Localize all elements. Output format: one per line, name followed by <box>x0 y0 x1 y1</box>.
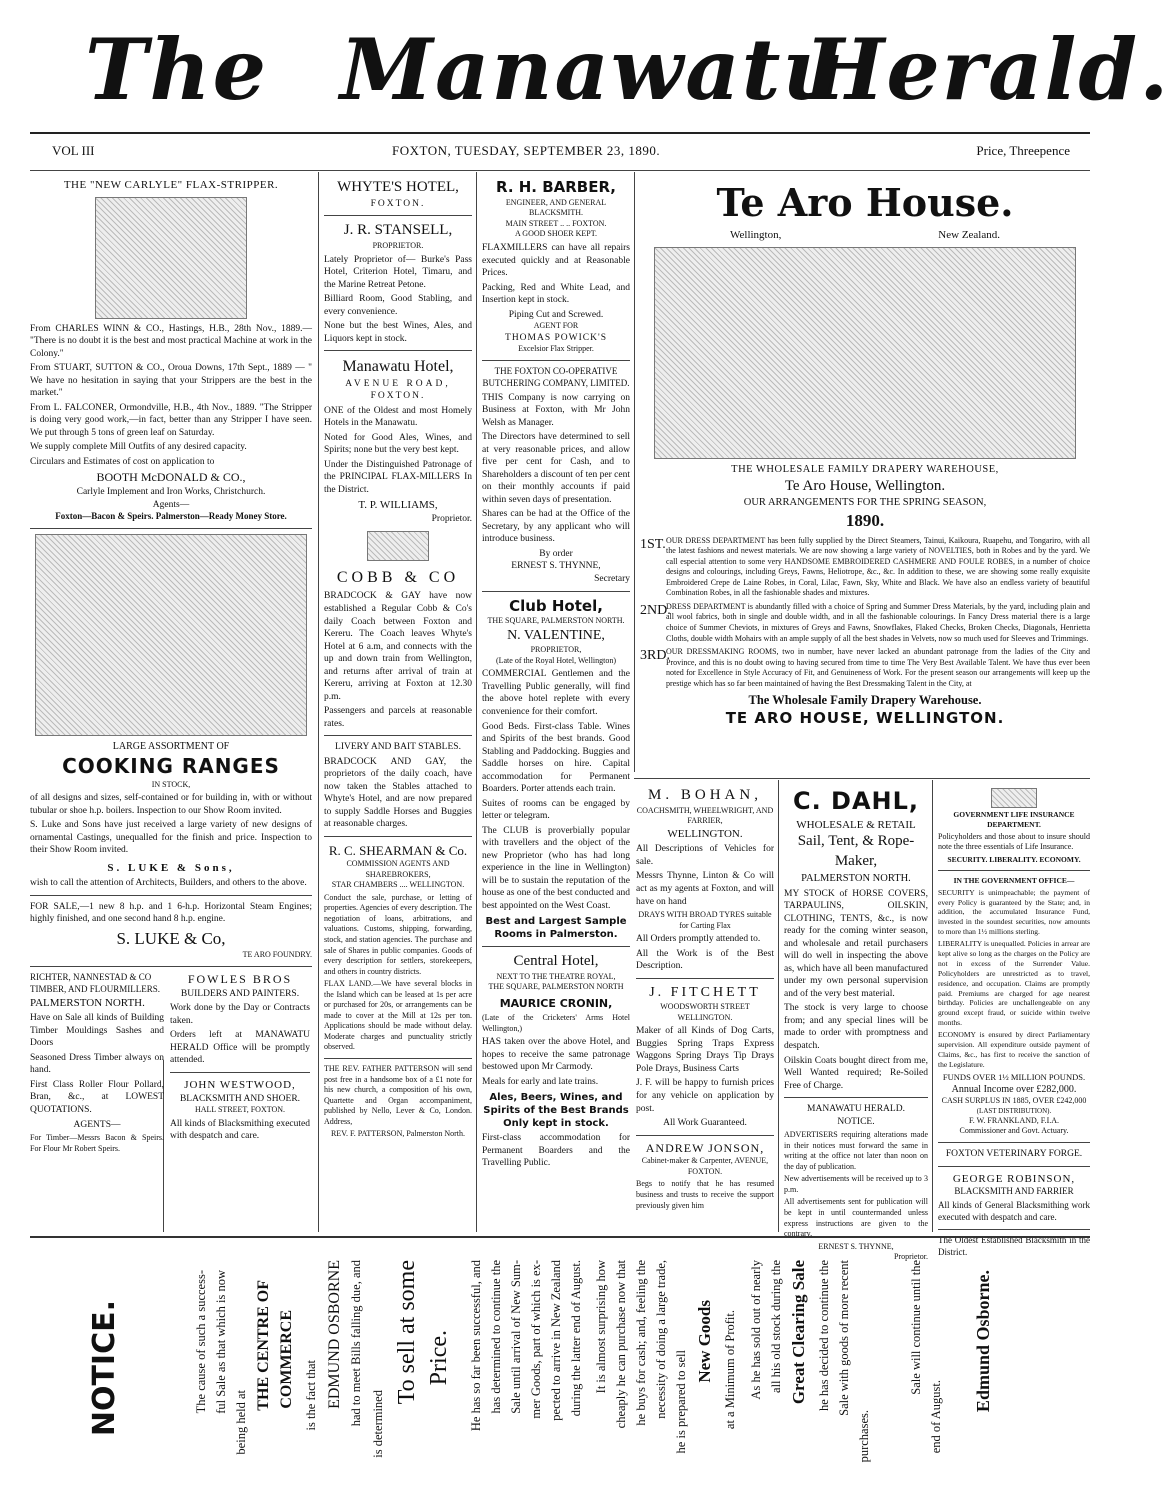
ad-text: The stock is very large to choose from; and any special lines will be made to order with promptness and despatch. <box>784 1003 928 1052</box>
col-divider <box>634 172 635 772</box>
ad-text: Oilskin Coats bought direct from me, Well Wanted required; Re-Soiled Free of Charge. <box>784 1055 928 1091</box>
notice-line: end of August. <box>929 1380 943 1454</box>
ad-text: AVENUE ROAD, <box>345 378 451 389</box>
notice-line: at a Minimum of Profit. <box>723 1310 737 1430</box>
ad-text: MAIN STREET .. .. FOXTON. <box>505 218 607 228</box>
notice-line: mer Goods, part of which is ex- <box>529 1260 543 1419</box>
ad-text: AGENT FOR <box>533 321 579 331</box>
ad-text: Policyholders and those about to insure should note the three essentials of Life Insurance. <box>938 831 1090 852</box>
ad-text: (Late of the Cricketers' Arms Hotel Wellington,) <box>482 1013 630 1033</box>
ad-text: Noted for Good Ales, Wines, and Spirits; none but the very best kept. <box>324 432 472 456</box>
ad-text: All kinds of Blacksmithing executed with despatch and care. <box>170 1118 310 1142</box>
ad-headline: Sail, Tent, & Rope-Maker, <box>797 833 915 869</box>
te-aro-subtitle: New Zealand. <box>938 229 1000 242</box>
notice-line: Price. <box>426 1330 452 1386</box>
ad-text: Secretary <box>594 573 630 584</box>
col-divider <box>476 172 477 1232</box>
ad-text: BRADCOCK AND GAY, the proprietors of the daily coach, have now taken the Stables attached to Whyte's Hotel, and are now prepared to supply Saddle Horses and Buggies at reasonable charges. <box>324 756 472 830</box>
ad-text: PALMERSTON NORTH. <box>30 996 145 1009</box>
notice-line: pected to arrive in New Zealand <box>549 1260 563 1421</box>
ad-text: FLAX LAND.—We have several blocks in the Island which can be leased at 1s per acre or purchased for 20s, or arrangements can be made to cover at the Mill at 12s per ton. Applications should be made without delay. Moderate charges and punctuality strictly observed. <box>324 979 472 1052</box>
notice-line: he buys for cash; and, feeling the <box>634 1260 648 1426</box>
ad-text: MANAWATU HERALD. <box>807 1104 905 1115</box>
ad-text: OUR DRESS DEPARTMENT has been fully supplied by the Direct Steamers, Tainui, Kaikoura, Ruapehu, and Tongariro, with all the latest fashions and newest materials. We are now showing a large variety of NOVELTIES, both in Robes and by the yard. We call especial attention to some very HANDSOME EMBROIDERED CASHMERE AND FOULE ROBES, in a number of choice designs and colourings, including Greys, Fawns, Heliotrope, &c., &c. In addition to these, we are showing some really exquisite Embroidered Crepe de Laine Robes, in Coral, Lilac, Fawn, Sky, White and Black. We have also an endless variety of beautiful Combination Robes, in all the fashionable shades and mixtures. <box>666 535 1090 598</box>
notice-line: EDMUND OSBORNE <box>326 1260 343 1409</box>
advertiser-name: C. DAHL, <box>792 787 920 815</box>
ad-text: ENGINEER, AND GENERAL BLACKSMITH. <box>505 197 607 218</box>
notice-line: New Goods <box>695 1300 714 1383</box>
advertiser-name: FOXTON VETERINARY FORGE. <box>945 1148 1083 1159</box>
ad-text: The Oldest Established Blacksmith in the District. <box>938 1234 1090 1257</box>
notice-line: necessity of doing a large trade, <box>654 1260 668 1419</box>
notice-line: during the latter end of August. <box>569 1260 583 1417</box>
ad-text: THOMAS POWICK'S <box>505 332 607 343</box>
ad-text: Maker of all Kinds of Dog Carts, Buggies Spring Traps Express Waggons Spring Drays Tip Drays Pole Drays, Business Carts <box>636 1026 774 1074</box>
ad-text: STAR CHAMBERS .... WELLINGTON. <box>331 880 465 890</box>
te-aro-house-ad <box>640 178 1090 776</box>
info-rule <box>30 170 1090 171</box>
ad-text: OUR ARRANGEMENTS FOR THE SPRING SEASON, <box>743 497 987 509</box>
ad-text: FLAXMILLERS can have all repairs executed quickly and at Reasonable Prices. <box>482 242 630 279</box>
testimonial: From L. FALCONER, Ormondville, H.B., 4th Nov., 1889. "The Stripper is doing very good work,—in fact, better than any Stripper I have seen. We put through 5 tons of green leaf on Saturday. <box>30 402 312 438</box>
ad-text: Circulars and Estimates of cost on application to <box>30 456 215 467</box>
testimonial: From STUART, SUTTON & CO., Oroua Downs, 17th Sept., 1889 — " We have no hesitation in saying that your Strippers are the best in the market." <box>30 363 312 399</box>
ad-text: All advertisements sent for publication will be kept in until countermanded unless express instructions are given to the contrary. <box>784 1197 928 1239</box>
advertiser-name: THE FOXTON CO-OPERATIVE BUTCHERING COMPANY, LIMITED. <box>482 365 630 388</box>
ad-text: ADVERTISERS requiring alterations made in their notices must forward the same in writing at the office not later than noon on the day of publication. <box>784 1130 928 1171</box>
ad-text: By order <box>539 548 573 559</box>
ad-text: New advertisements will be received up to 3 p.m. <box>784 1174 928 1194</box>
te-aro-building-illustration <box>654 247 1076 459</box>
advertiser-address: TE ARO FOUNDRY. <box>242 950 312 960</box>
advertiser-name: WHYTE'S HOTEL, <box>337 179 459 195</box>
ad-text: DRAYS WITH BROAD TYRES suitable for Carting Flax <box>638 910 772 930</box>
ad-text: COMMISSION AGENTS AND SHAREBROKERS, <box>346 859 450 879</box>
advertiser-address: Carlyle Implement and Iron Works, Christchurch. <box>76 487 266 498</box>
ad-text: Orders left at MANAWATU HERALD Office will be promptly attended. <box>170 1030 310 1066</box>
column-1 <box>30 178 312 1233</box>
ad-text: Cabinet-maker & Carpenter, AVENUE, FOXTON. <box>641 1156 769 1176</box>
notice-line: Sale will continue until the <box>909 1260 923 1395</box>
ad-text: (Late of the Royal Hotel, Wellington) <box>495 655 617 665</box>
advertiser-name: RICHTER, NANNESTAD & CO <box>30 972 152 982</box>
ad-headline: 1890. <box>845 511 885 531</box>
notice-line: being held at <box>234 1390 248 1455</box>
col-divider <box>318 172 319 1232</box>
ad-text: NEXT TO THE THEATRE ROYAL, <box>496 971 616 981</box>
ad-text: THIS Company is now carrying on Business at Foxton, with Mr John Welsh as Manager. <box>482 392 630 428</box>
masthead-title-herald: Herald. <box>805 20 1170 119</box>
masthead-rule <box>30 132 1090 134</box>
ad-text: Work done by the Day or Contracts taken. <box>170 1003 310 1026</box>
ad-text: First Class Roller Flour Pollard, Bran, &c., at LOWEST QUOTATIONS. <box>30 1079 164 1115</box>
ad-text: TIMBER, AND FLOURMILLERS. <box>30 983 161 994</box>
ad-text: HAS taken over the above Hotel, and hopes to receive the same patronage bestowed upon Mr Carmody. <box>482 1037 630 1073</box>
ad-text: Proprietor. <box>431 513 472 524</box>
notice-line: ful Sale as that which is now <box>214 1270 228 1414</box>
ad-text: All Orders promptly attended to. <box>636 934 761 945</box>
ad-text: REV. F. PATTERSON, Palmerston North. <box>330 1129 466 1139</box>
ad-text: MY STOCK of HORSE COVERS, TARPAULINS, OILSKIN, CLOTHING, TENTS, &c., is now ready for the coming winter season, and wholesale and retail purchasers will do well in inspecting the above as, which have all been manufactured under my own personal supervision and of the very best material. <box>784 888 928 999</box>
decorative-ornament <box>367 531 429 561</box>
ad-text: SECURITY is unimpeachable; the payment of every Policy is guaranteed by the State; and, in addition, the accumulated Insurance Fund, invested in the soundest securities, now amounts to more than 1½ millions sterling. <box>938 887 1090 937</box>
info-bar <box>30 143 1090 165</box>
paragraph-number: 2ND. <box>640 602 671 618</box>
ad-text: First-class accommodation for Permanent Boarders and the Travelling Public. <box>482 1133 630 1169</box>
advertiser-name: R. C. SHEARMAN & Co. <box>328 843 468 858</box>
advertiser-name: JOHN WESTWOOD, <box>184 1079 296 1092</box>
advertiser-name: GEORGE ROBINSON, <box>952 1172 1076 1185</box>
ad-text: F. W. FRANKLAND, F.I.A. <box>968 1115 1060 1125</box>
advertiser-name: J. FITCHETT <box>649 984 761 1000</box>
notice-line: is the fact that <box>304 1360 318 1431</box>
ad-text: LARGE ASSORTMENT OF <box>112 741 230 753</box>
price: Price, Threepence <box>976 143 1070 158</box>
advertiser-name: Club Hotel, <box>509 596 603 615</box>
ad-text: Conduct the sale, purchase, or letting of properties. Agencies of every description. The negotiation of loans, arbitrations, and valuations. Customs, shipping, forwarding, stock, and station agencies. The purchase and sale of Shares in public companies. Goods of every description for settlers, storekeepers, and others in country districts. <box>324 892 472 976</box>
ad-text: BUILDERS AND PAINTERS. <box>180 988 300 999</box>
ad-text: THE WHOLESALE FAMILY DRAPERY WAREHOUSE, <box>731 463 999 475</box>
notice-line: The cause of such a success- <box>194 1270 208 1414</box>
ad-text: (LAST DISTRIBUTION). <box>976 1106 1052 1115</box>
ad-text: WHOLESALE & RETAIL <box>796 818 916 831</box>
ad-text: COMMERCIAL Gentlemen and the Travelling Public generally, will find the above hotel replete with every convenience for their comfort. <box>482 669 630 718</box>
ad-text: Commissioner and Govt. Actuary. <box>959 1126 1069 1136</box>
masthead-title-manawatu: Manawatu <box>340 20 846 119</box>
paragraph-number: 3RD. <box>640 648 670 664</box>
notice-line: had to meet Bills falling due, and <box>349 1260 363 1427</box>
ad-text: BRADCOCK & GAY have now established a Regular Cobb & Co's daily Coach between Foxton and Kereru. The Coach leaves Whyte's Hotel at 6 a.m, and connects with the up and down train from Wellington, and returns after arrival of train at Kereru, arriving at Foxton at 12.30 p.m. <box>324 591 472 702</box>
ad-headline: Te Aro House, Wellington. <box>784 477 946 494</box>
ad-text: Proprietor. <box>894 1252 928 1262</box>
ad-text: ECONOMY is ensured by direct Parliamentary supervision. All expenditure outside payment of Claims, &c., has first to receive the sanction of the Legislature. <box>938 1030 1090 1069</box>
notice-line: He has so far been successful, and <box>469 1260 483 1432</box>
ad-text: All Work Guaranteed. <box>663 1118 747 1129</box>
ad-text: THE SQUARE, PALMERSTON NORTH <box>488 982 624 992</box>
ad-text: wish to call the attention of Architects, Builders, and others to the above. <box>30 878 307 889</box>
ad-text: WOODSWORTH STREET WELLINGTON. <box>660 1002 750 1022</box>
ad-text: Agents— <box>152 499 190 510</box>
ad-text: HALL STREET, FOXTON. <box>194 1105 286 1115</box>
ad-text: Lately Proprietor of— Burke's Pass Hotel, Criterion Hotel, Timaru, and the Marine Retreat Petone. <box>324 254 472 290</box>
ad-text: S. Luke and Sons have just received a large variety of new designs of ornamental Castings, unequalled for the finish and price. Inspection to their Show Room invited. <box>30 820 312 856</box>
testimonial: From CHARLES WINN & CO., Hastings, H.B., 28th Nov., 1889.— "There is no doubt it is the best and most practical Machine at work in the Colony." <box>30 323 312 359</box>
ad-text: FOR SALE,—1 new 8 h.p. and 1 6-h.p. Horizontal Steam Engines; highly finished, and one second hand 8 h.p. engine. <box>30 901 312 925</box>
ad-headline: COOKING RANGES <box>62 754 280 779</box>
ad-headline: Best and Largest Sample Rooms in Palmerston. <box>485 915 627 940</box>
ad-text: Good Beds. First-class Table. Wines and Spirits of the best brands. Good Stabling and Paddocking. Buggies and Saddle horses on hire. Capital accommodation for Permanent Boarders. Porter attends each train. <box>482 721 630 795</box>
ad-headline: TE ARO HOUSE, WELLINGTON. <box>725 708 1005 727</box>
ad-text: ONE of the Oldest and most Homely Hotels in the Manawatu. <box>324 405 472 429</box>
ad-text: ERNEST S. THYNNE, <box>818 1241 894 1251</box>
advertiser-name: J. R. STANSELL, <box>343 222 453 239</box>
advertiser-name: S. LUKE & Co, <box>116 929 226 949</box>
ad-text: A GOOD SHOER KEPT. <box>514 229 598 239</box>
ad-headline: Ales, Beers, Wines, and Spirits of the Best Brands <box>483 1091 629 1116</box>
masthead <box>0 0 1170 130</box>
notice-line: purchases. <box>857 1410 871 1463</box>
ad-text: LIVERY AND BAIT STABLES. <box>335 742 461 753</box>
flax-stripper-illustration <box>95 197 247 319</box>
advertiser-name: FOWLES BROS <box>187 972 293 986</box>
ad-text: SECURITY. LIBERALITY. ECONOMY. <box>947 854 1081 864</box>
notice-line: he has decided to continue the <box>817 1260 831 1411</box>
te-aro-subtitle: Wellington, <box>730 229 782 242</box>
notice-signature: Edmund Osborne. <box>973 1270 993 1413</box>
ad-text: PALMERSTON NORTH. <box>801 872 911 884</box>
notice-line: Sale with goods of more recent <box>837 1260 851 1416</box>
ad-text: FUNDS OVER 1½ MILLION POUNDS. <box>942 1071 1086 1082</box>
notice-line: It is almost surprising how <box>594 1260 608 1394</box>
osborne-notice <box>30 1240 1090 1502</box>
place-date: FOXTON, TUESDAY, SEPTEMBER 23, 1890. <box>392 143 661 158</box>
ad-text: The CLUB is proverbially popular with travellers and the object of the new Proprietor (who has had long experience in the line in Wellington) will be to sustain the reputation of the house as one of the best conducted and best appointed on the West Coast. <box>482 825 630 911</box>
column-6-lower <box>938 786 1090 1257</box>
notice-rule <box>30 1236 1090 1238</box>
column-5-lower <box>784 786 928 1262</box>
te-aro-title: Te Aro House. <box>716 180 1014 225</box>
ad-text: Begs to notify that he has resumed business and trusts to receive the support previously given him <box>636 1179 774 1210</box>
ad-text: Under the Distinguished Patronage of the PRINCIPAL FLAX-MILLERS In the District. <box>324 459 472 495</box>
advertiser-name: GOVERNMENT LIFE INSURANCE DEPARTMENT. <box>953 810 1075 829</box>
col-divider <box>932 780 933 1232</box>
advertiser-name: M. BOHAN, <box>648 787 762 803</box>
ad-text: Foxton—Bacon & Speirs. Palmerston—Ready Money Store. <box>55 511 287 522</box>
notice-line: he is prepared to sell <box>674 1350 688 1454</box>
ad-text: Suites of rooms can be engaged by letter or telegram. <box>482 798 630 822</box>
ad-text: DRESS DEPARTMENT is abundantly filled with a choice of Spring and Summer Dress Materials, by the yard, including plain and all wool fabrics, both in single and double width, and in all the fashionable colourings. In Fancy Dress material there is a large choice of Summer Cheviots, in mixtures of Greys and Fawns, Snowflakes, Flaked Checks, Broken Checks, Diagonals, Henrietta Cloths, double width Mohairs with an ample supply of all the best shades in Velvets, now so much used for Sleeves and Trimmings. <box>666 601 1090 643</box>
column-4-lower <box>636 786 774 1232</box>
ad-text: PROPRIETOR, <box>530 645 582 655</box>
ad-text: Excelsior Flax Stripper. <box>518 344 594 354</box>
ad-text: Packing, Red and White Lead, and Insertion kept in stock. <box>482 282 630 306</box>
ad-text: THE REV. FATHER PATTERSON will send post free in a handsome box of a £1 note for his new church, a composition of his own, Quartette and Organ accompaniment, published by Nello, Lever & Co, London. Address, <box>324 1064 472 1126</box>
masthead-title-the: The <box>85 20 269 119</box>
notice-line: To sell at some <box>394 1260 420 1405</box>
ad-text: Annual Income over £282,000. <box>951 1083 1077 1095</box>
government-crest-icon <box>991 788 1037 808</box>
paragraph-number: 1ST. <box>640 536 666 552</box>
ad-headline: The Wholesale Family Drapery Warehouse. <box>748 693 982 708</box>
notice-line: Great Clearing Sale <box>789 1260 808 1405</box>
ad-text: IN STOCK, <box>151 779 191 789</box>
ad-text: LIBERALITY is unequalled. Policies in arrear are kept alive so long as the charges on the Policy are not in excess of the Surrender Value. Policyholders are unrestricted as to travel, residence, and occupation. Claims are promptly paid. Premiums are charged for age nearest birthday. Policies are unchallengeable on any ground except fraud, or suicide within twelve months. <box>938 939 1090 1028</box>
advertiser-name: Manawatu Hotel, <box>342 358 454 376</box>
advertiser-name: Central Hotel, <box>513 952 599 969</box>
ad-text: WELLINGTON. <box>667 827 743 840</box>
cooking-range-illustration <box>35 534 307 736</box>
ad-text: Meals for early and late trains. <box>482 1076 599 1087</box>
ad-text: BLACKSMITH AND SHOER. <box>179 1093 301 1104</box>
notice-title: NOTICE. <box>87 1300 122 1437</box>
ad-text: BLACKSMITH AND FARRIER <box>954 1186 1074 1197</box>
ad-text: THE SQUARE, PALMERSTON NORTH. <box>487 616 625 626</box>
ad-text: All kinds of General Blacksmithing work executed with despatch and care. <box>938 1199 1090 1222</box>
notice-line: cheaply he can purchase now that <box>614 1260 628 1429</box>
ad-text: All the Work is of the Best Description. <box>636 948 774 972</box>
advertiser-name: S. LUKE & Sons, <box>107 861 235 874</box>
ad-text: of all designs and sizes, self-contained or for building in, with or without tubular or shoe h.p. boilers. Inspection to our Show Room invited. <box>30 793 312 816</box>
ad-text: ERNEST S. THYNNE, <box>511 561 601 572</box>
notice-line: COMMERCE <box>278 1310 295 1409</box>
ad-text: PROPRIETOR. <box>372 241 424 251</box>
ad-text: CASH SURPLUS IN 1885, OVER £242,000 <box>941 1096 1087 1106</box>
notice-line: THE CENTRE OF <box>255 1280 272 1411</box>
ad-text: Passengers and parcels at reasonable rates. <box>324 706 472 729</box>
advertiser-name: COBB & CO <box>336 569 460 587</box>
volume: VOL III <box>52 143 95 158</box>
ad-text: Piping Cut and Screwed. <box>508 309 604 320</box>
advertiser-name: R. H. BARBER, <box>495 178 617 196</box>
ad-text: OUR DRESSMAKING ROOMS, two in number, have never lacked an abundant patronage from the ladies of the City and Province, and this is no doubt owing to having secured from time to time The Very Best Available Talent. We have thus ever been noted for Excellence in Style Accuracy of Fit, and Genuineness of Work. For the present season our arrangements will keep up the prestige which has so far been maintained of having the Best Dressmaking Talent in the City, at <box>666 647 1090 688</box>
ad-headline: Only kept in stock. <box>503 1117 609 1129</box>
ad-text: AGENTS— <box>73 1119 121 1130</box>
column-3 <box>482 178 630 1233</box>
fowles-ad <box>170 972 310 1156</box>
advertiser-name: ANDREW JONSON, <box>645 1140 765 1155</box>
ad-text: Have on Sale all kinds of Building Timber Mouldings Sashes and Doors <box>30 1013 164 1049</box>
ad-text: Shares can be had at the Office of the Secretary, by any applicant who will introduce business. <box>482 509 630 545</box>
ad-text: Seasoned Dress Timber always on hand. <box>30 1052 164 1076</box>
ad-text: Billiard Room, Good Stabling, and every convenience. <box>324 294 472 317</box>
notice-line: all his old stock during the <box>769 1260 783 1393</box>
ad-text: FOXTON. <box>370 391 426 402</box>
notice-line: As he has sold out of nearly <box>749 1260 763 1400</box>
notice-line: Sale until arrival of New Sum- <box>509 1260 523 1414</box>
notice-line: is determined <box>371 1390 385 1458</box>
advertiser-name: BOOTH McDONALD & CO., <box>96 470 246 485</box>
ad-text: IN THE GOVERNMENT OFFICE— <box>953 875 1075 885</box>
ad-text: We supply complete Mill Outfits of any desired capacity. <box>30 442 247 453</box>
flax-stripper-title: THE "NEW CARLYLE" FLAX-STRIPPER. <box>63 179 279 191</box>
col-divider <box>778 780 779 1232</box>
advertiser-name: MAURICE CRONIN, <box>499 996 613 1010</box>
notice-line: has determined to continue the <box>489 1260 503 1414</box>
ad-text: All Descriptions of Vehicles for sale. <box>636 844 774 867</box>
ad-text: J. F. will be happy to furnish prices for any vehicle on application by post. <box>636 1078 774 1114</box>
ad-text: COACHSMITH, WHEELWRIGHT, AND FARRIER, <box>636 805 774 826</box>
section-rule <box>634 778 1090 779</box>
ad-text: NOTICE. <box>837 1116 875 1127</box>
ad-text: The Directors have determined to sell at very reasonable prices, and allow five per cent for Cash, and to Shareholders a discount of ten per cent on their monthly accounts if paid within seven days of presentation. <box>482 432 630 505</box>
ad-text: For Timber—Messrs Bacon & Speirs. For Flour Mr Robert Speirs. <box>30 1133 164 1153</box>
advertiser-name: N. VALENTINE, <box>507 627 605 643</box>
advertiser-name: T. P. WILLIAMS, <box>358 499 438 512</box>
ad-text: None but the best Wines, Ales, and Liquors kept in stock. <box>324 321 472 344</box>
column-2 <box>324 178 472 1233</box>
ad-text: Messrs Thynne, Linton & Co will act as my agents at Foxton, and will have on hand <box>636 871 774 907</box>
ad-text: FOXTON. <box>370 198 426 209</box>
richter-ad <box>30 972 164 1156</box>
